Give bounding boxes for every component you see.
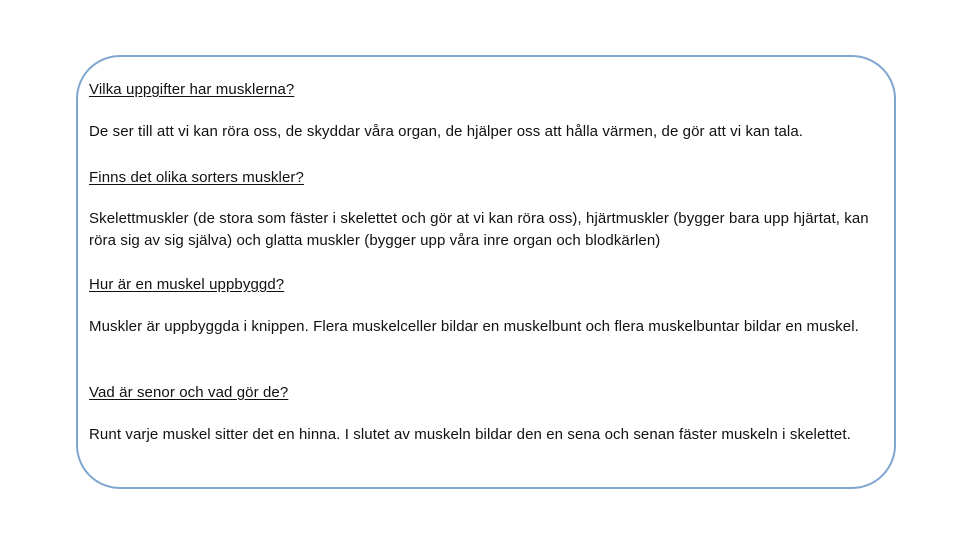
answer-4: Runt varje muskel sitter det en hinna. I slutet av muskeln bildar den en sena och senan fäster muskeln i skelettet. xyxy=(89,426,851,443)
answer-3: Muskler är uppbyggda i knippen. Flera muskelceller bildar en muskelbunt och flera muskelbuntar bildar en muskel. xyxy=(89,318,859,335)
answer-2: Skelettmuskler (de stora som fäster i skelettet och gör at vi kan röra oss), hjärtmuskler (bygger bara upp hjärtat, kan röra sig av sig själva) och glatta muskler (bygger upp våra inre organ och blodkärlen) xyxy=(89,210,869,249)
question-2: Finns det olika sorters muskler? xyxy=(89,169,304,186)
question-3: Hur är en muskel uppbyggd? xyxy=(89,276,285,293)
question-1: Vilka uppgifter har musklerna? xyxy=(89,81,295,98)
question-4: Vad är senor och vad gör de? xyxy=(89,384,289,401)
answer-1: De ser till att vi kan röra oss, de skyddar våra organ, de hjälper oss att hålla värmen, de gör att vi kan tala. xyxy=(89,123,804,140)
